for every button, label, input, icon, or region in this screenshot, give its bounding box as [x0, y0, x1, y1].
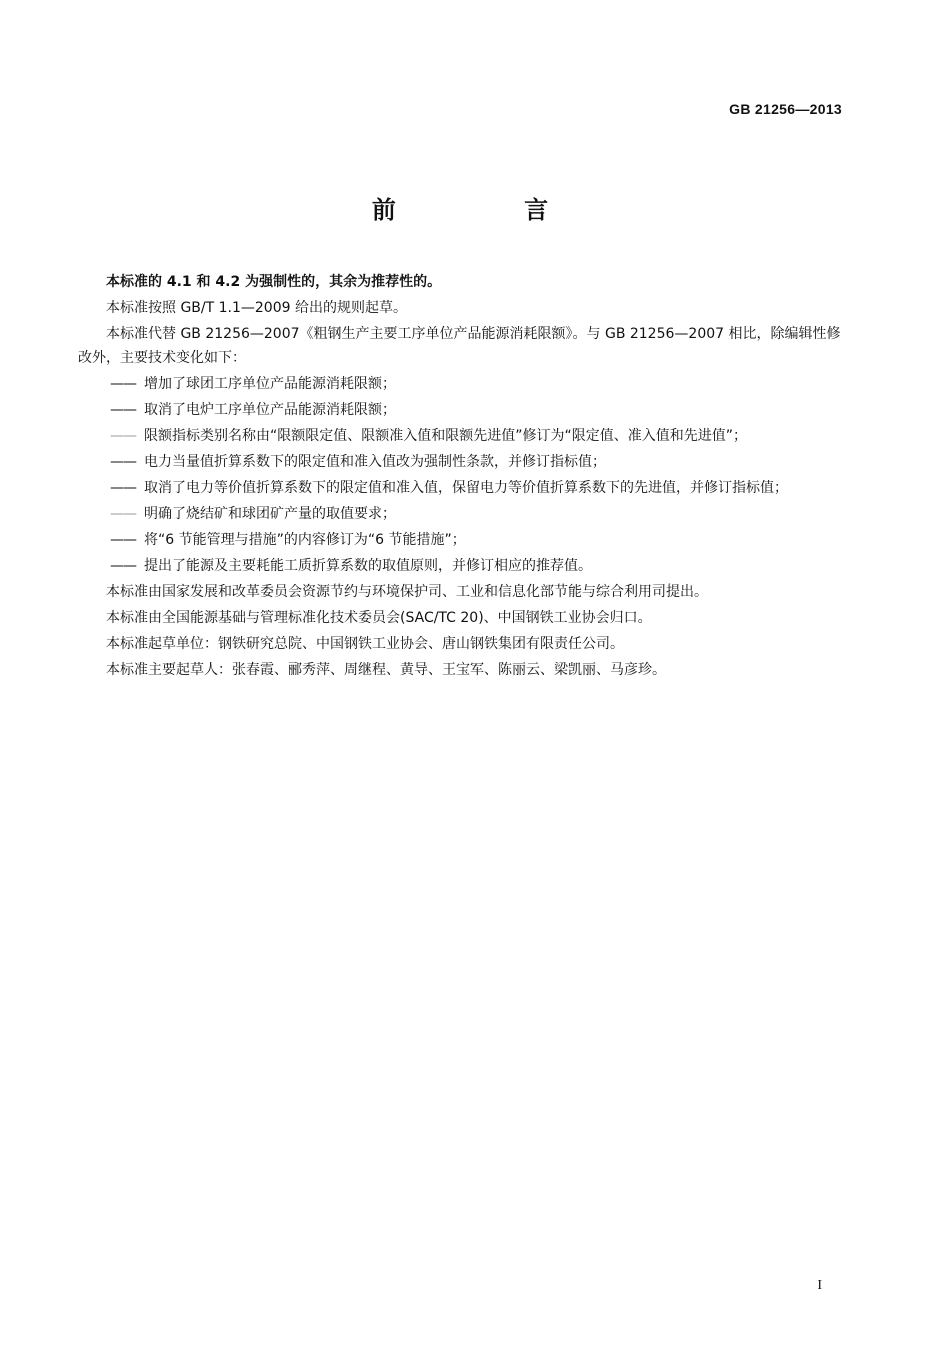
mandatory-clause-paragraph: 本标准的 4.1 和 4.2 为强制性的，其余为推荐性的。 — [106, 274, 442, 290]
change-item-text: 取消了电力等价值折算系数下的限定值和准入值，保留电力等价值折算系数下的先进值，并修订指标值； — [144, 480, 788, 496]
document-code: GB 21256—2013 — [729, 101, 842, 117]
dash-mark: —— — [110, 428, 136, 444]
replacement-paragraph: 本标准代替 GB 21256—2007《粗钢生产主要工序单位产品能源消耗限额》。与 GB 21256—2007 相比，除编辑性修改外，主要技术变化如下： — [78, 326, 841, 366]
change-item-text: 明确了烧结矿和球团矿产量的取值要求； — [144, 506, 396, 522]
change-list-item — [78, 502, 844, 526]
change-item-text: 电力当量值折算系数下的限定值和准入值改为强制性条款，并修订指标值； — [144, 454, 606, 470]
change-list-item — [78, 476, 844, 500]
page-number: I — [817, 1278, 822, 1293]
dash-mark: —— — [110, 454, 136, 470]
drafting-rule-paragraph: 本标准按照 GB/T 1.1—2009 给出的规则起草。 — [106, 300, 407, 316]
change-item-text: 将“6 节能管理与措施”的内容修订为“6 节能措施”； — [144, 532, 466, 548]
foreword-body — [78, 270, 844, 684]
change-list-item — [78, 398, 844, 422]
change-item-text: 取消了电炉工序单位产品能源消耗限额； — [144, 402, 396, 418]
dash-mark: —— — [110, 506, 136, 522]
change-item-text: 限额指标类别名称由“限额限定值、限额准入值和限额先进值”修订为“限定值、准入值和先进值”； — [144, 428, 748, 444]
dash-mark: —— — [110, 480, 136, 496]
centralized-management-paragraph: 本标准由全国能源基础与管理标准化技术委员会(SAC/TC 20)、中国钢铁工业协会归口。 — [106, 610, 652, 626]
dash-mark: —— — [110, 558, 136, 574]
dash-mark: —— — [110, 402, 136, 418]
change-list-item — [78, 424, 844, 448]
change-list-item — [78, 554, 844, 578]
drafting-units-paragraph: 本标准起草单位：钢铁研究总院、中国钢铁工业协会、唐山钢铁集团有限责任公司。 — [106, 636, 624, 652]
dash-mark: —— — [110, 532, 136, 548]
change-list-item — [78, 528, 844, 552]
drafters-paragraph: 本标准主要起草人：张春霞、郦秀萍、周继程、黄导、王宝军、陈丽云、梁凯丽、马彦珍。 — [106, 662, 666, 678]
change-item-text: 提出了能源及主要耗能工质折算系数的取值原则，并修订相应的推荐值。 — [144, 558, 592, 574]
change-list-item — [78, 450, 844, 474]
change-item-text: 增加了球团工序单位产品能源消耗限额； — [144, 376, 396, 392]
change-list-item — [78, 372, 844, 396]
page-title: 前 言 — [371, 196, 609, 224]
dash-mark: —— — [110, 376, 136, 392]
proposer-paragraph: 本标准由国家发展和改革委员会资源节约与环境保护司、工业和信息化部节能与综合利用司提出。 — [106, 584, 708, 600]
